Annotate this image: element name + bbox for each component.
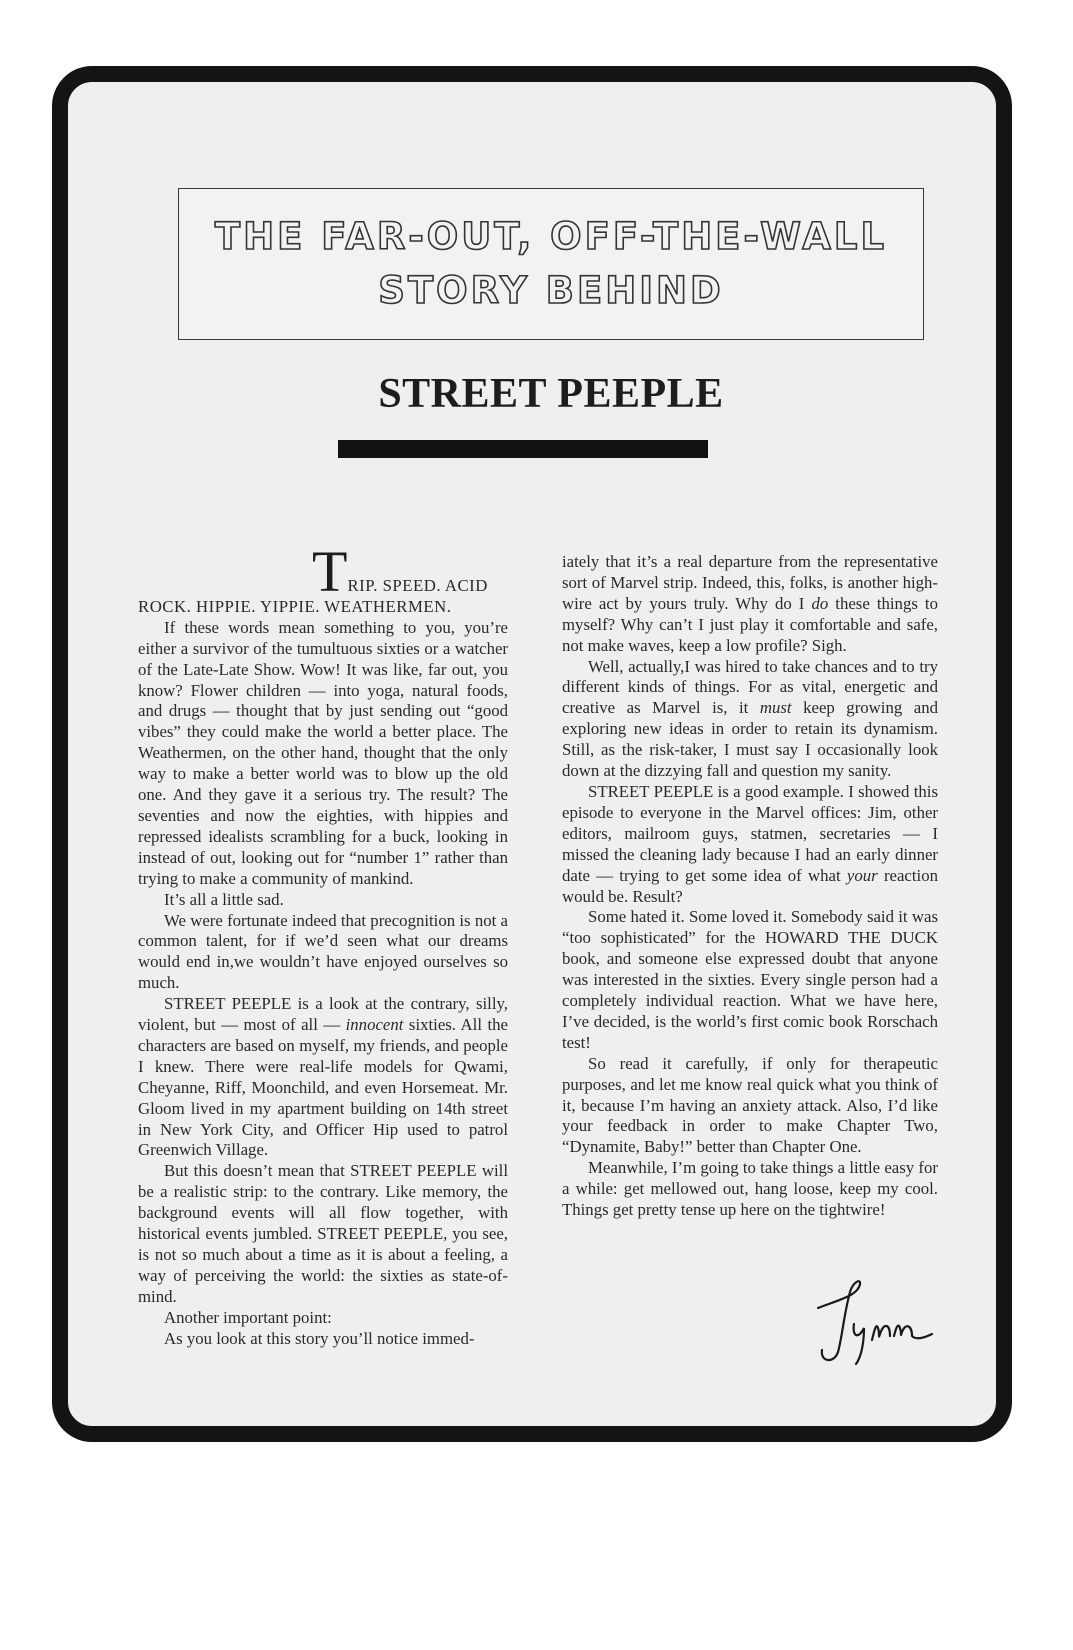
lead-line-2: ROCK. HIPPIE. YIPPIE. WEATHERMEN. [138,596,452,616]
paragraph: Meanwhile, I’m going to take things a little easy for a while: get mellowed out, hang loose, keep my cool. Things get pretty tense up here on the tightwire! [562,1158,938,1220]
emphasis: do [811,593,829,613]
paragraph: We were fortunate indeed that precognition is not a common talent, for if we’d seen what our dreams would end in,we wouldn’t have enjoyed ourselves so much. [138,910,508,993]
paragraph: It’s all a little sad. [164,889,284,909]
paragraph: Some hated it. Some loved it. Somebody said it was “too sophisticated” for the HOWARD THE DUCK book, and someone else expressed doubt that anyone was interested in the sixties. Every single person had a completely individual reaction. What we have here, I’ve decided, is the world’s first comic book Rorschach test! [562,907,938,1052]
drop-cap: T [312,539,348,604]
paragraph: If these words mean something to you, you’re either a survivor of the tumultuous sixties or a watcher of the Late-Late Show. Wow! It was like, far out, you know? Flower children — into yoga, natural foods, and drugs — thought that by just sending out “good vibes” they could make the world a better place. The Weathermen, on the other hand, thought that the only way to make a better world was to blow up the old one. And they gave it a serious try. The result? The seventies and now the eighties, with hippies and repressed idealists scrambling for a buck, looking in instead of out, looking out for “number 1” rather than trying to make a community of mankind. [138,617,508,888]
paragraph: Another important point: [164,1307,332,1327]
page-frame [52,66,1012,1442]
paragraph: So read it carefully, if only for therapeutic purposes, and let me know real quick what you think of it, because I’m having an anxiety attack. Also, I’d like your feedback in order to make Chapter Two, “Dynamite, Baby!” better than Chapter One. [562,1053,938,1157]
lead-line-1: TRIP. SPEED. ACID [312,539,488,604]
title-line-2: STORY BEHIND [378,269,724,312]
emphasis: your [846,865,878,885]
paragraph: iately that it’s a real departure from the representative sort of Marvel strip. Indeed, this, folks, is another high-wire act by yours truly. Why do I do these things to myself? Why can’t I just play it comfortable and safe, not make waves, keep a low profile? Sigh. [562,552,938,655]
paragraph: As you look at this story you’ll notice immed- [164,1328,475,1348]
handwritten-signature-icon [798,1278,938,1368]
paragraph: STREET PEEPLE is a look at the contrary, silly, violent, but — most of all — innocent sixties. All the characters are based on myself, my friends, and people I knew. There were real-life models for Qwami, Cheyanne, Riff, Moonchild, and even Horsemeat. Mr. Gloom lived in my apartment building on 14th street in New York City, and Officer Hip used to patrol Greenwich Village. [138,994,508,1160]
lead-paragraph [138,539,508,618]
headline: STREET PEEPLE [378,371,724,417]
article-column-left [138,539,508,1350]
article-column-right [562,552,938,1221]
headline-underline-bar [338,440,708,458]
emphasis: innocent [345,1015,404,1035]
paragraph: STREET PEEPLE is a good example. I showed this episode to everyone in the Marvel offices: Jim, other editors, mailroom guys, statmen, secretaries — I missed the cleaning lady because I had an early dinner date — trying to get some idea of what your reaction would be. Result? [562,781,938,906]
title-box [178,188,924,340]
emphasis: must [759,698,792,718]
paragraph: But this doesn’t mean that STREET PEEPLE will be a realistic strip: to the contrary. Like memory, the background events will all flow together, with historical events jumbled. STREET PEEPLE, you see, is not so much about a time as it is about a feeling, a way of perceiving the world: the sixties as state-of-mind. [138,1161,508,1306]
outline-title [215,210,887,318]
title-line-1: THE FAR-OUT, OFF-THE-WALL [214,215,888,258]
paragraph: Well, actually,I was hired to take chances and to try different kinds of things. For as vital, energetic and creative as Marvel is, it must keep growing and exploring new ideas in order to retain its dynamism. Still, as the risk-taker, I must say I occasionally look down at the dizzying fall and question my sanity. [562,656,938,781]
